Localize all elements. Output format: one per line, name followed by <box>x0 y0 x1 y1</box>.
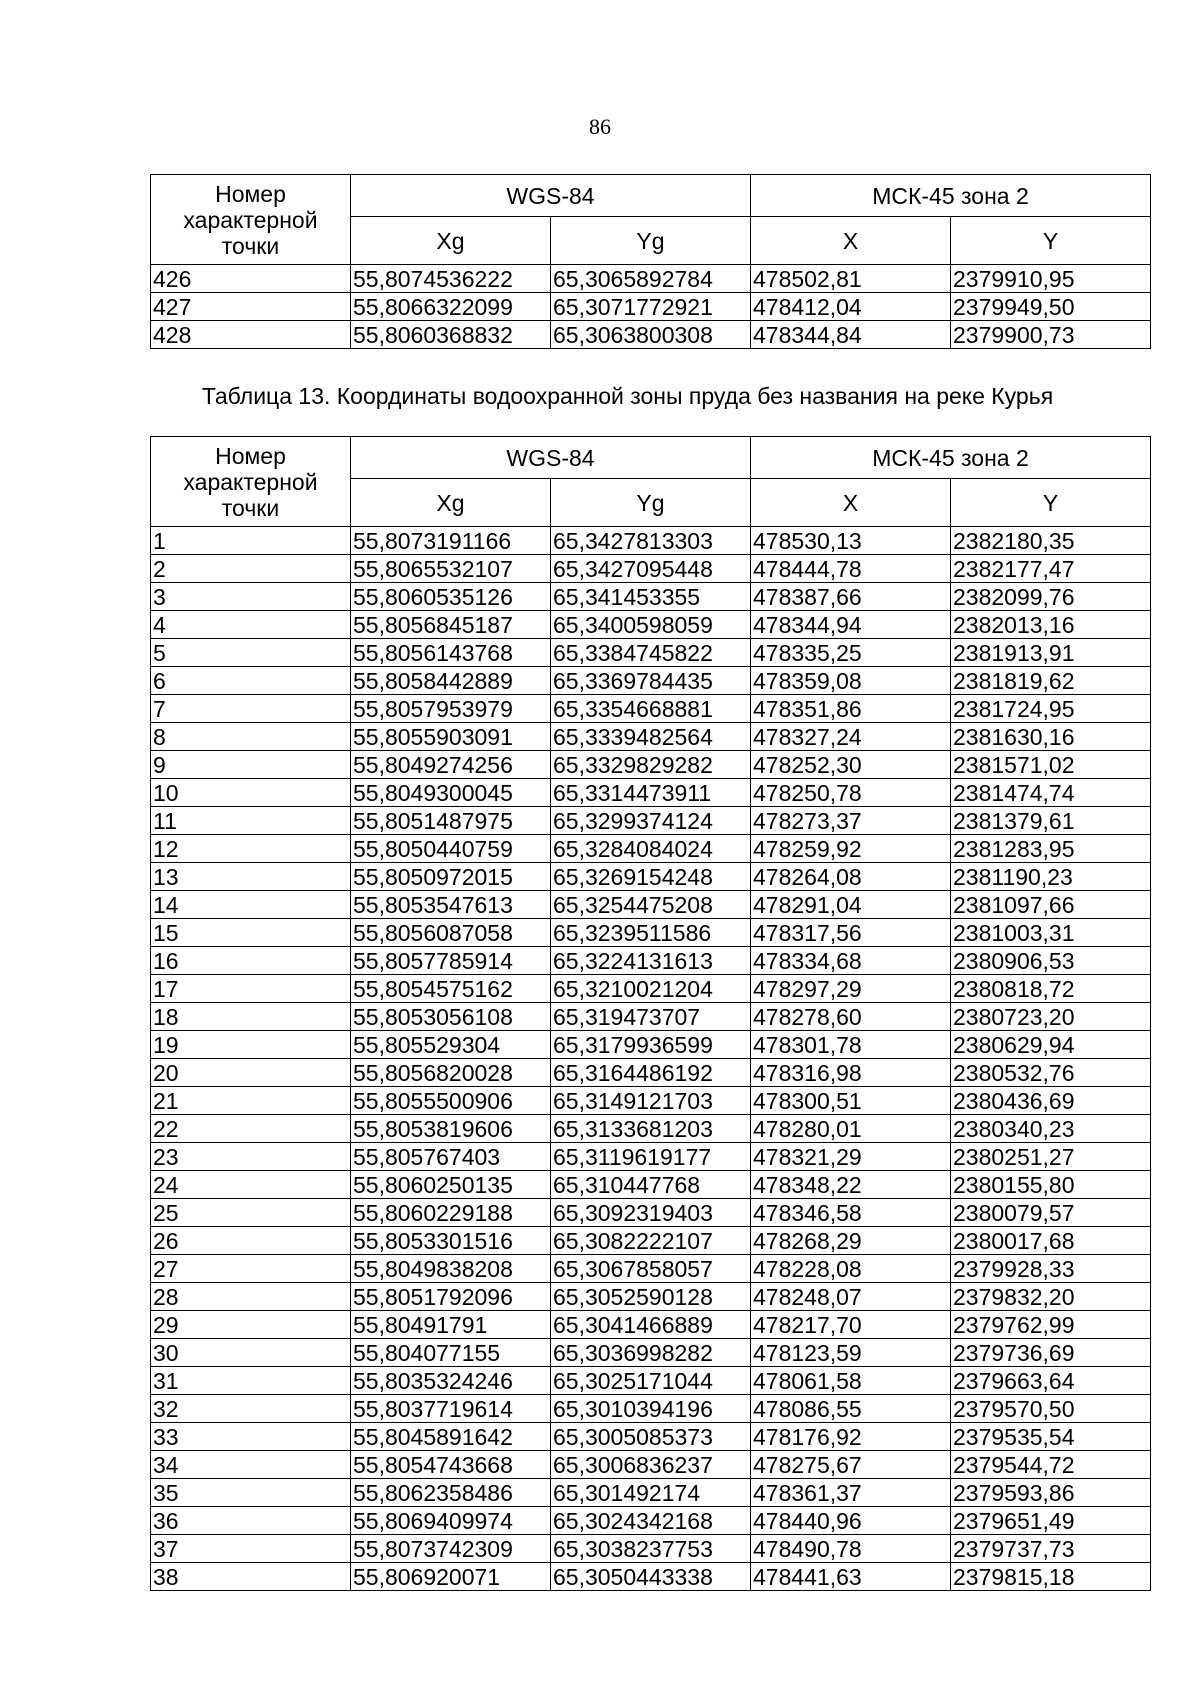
table-row <box>151 1255 1151 1283</box>
xg-cell: 55,80491791 <box>351 1311 551 1339</box>
yg-cell: 65,3224131613 <box>551 947 751 975</box>
header-msk45: МСК-45 зона 2 <box>751 175 1151 217</box>
xg-cell: 55,8066322099 <box>351 293 551 321</box>
xg-cell: 55,806920071 <box>351 1563 551 1591</box>
yg-cell: 65,301492174 <box>551 1479 751 1507</box>
table-row <box>151 1479 1151 1507</box>
xg-cell: 55,8055903091 <box>351 723 551 751</box>
x-cell: 478301,78 <box>751 1031 951 1059</box>
header-yg: Yg <box>551 217 751 265</box>
xg-cell: 55,8062358486 <box>351 1479 551 1507</box>
coordinates-table-continued <box>150 174 1151 349</box>
x-cell: 478335,25 <box>751 639 951 667</box>
yg-cell: 65,3092319403 <box>551 1199 751 1227</box>
point-number-cell: 7 <box>151 695 351 723</box>
y-cell: 2379737,73 <box>951 1535 1151 1563</box>
y-cell: 2380436,69 <box>951 1087 1151 1115</box>
point-number-cell: 426 <box>151 265 351 293</box>
point-number-cell: 31 <box>151 1367 351 1395</box>
xg-cell: 55,8051487975 <box>351 807 551 835</box>
x-cell: 478316,98 <box>751 1059 951 1087</box>
header-msk45: МСК-45 зона 2 <box>751 437 1151 479</box>
point-number-cell: 18 <box>151 1003 351 1031</box>
table-row <box>151 835 1151 863</box>
x-cell: 478440,96 <box>751 1507 951 1535</box>
yg-cell: 65,3269154248 <box>551 863 751 891</box>
point-number-cell: 11 <box>151 807 351 835</box>
y-cell: 2379910,95 <box>951 265 1151 293</box>
y-cell: 2381913,91 <box>951 639 1151 667</box>
xg-cell: 55,8057785914 <box>351 947 551 975</box>
xg-cell: 55,805529304 <box>351 1031 551 1059</box>
yg-cell: 65,3036998282 <box>551 1339 751 1367</box>
y-cell: 2380079,57 <box>951 1199 1151 1227</box>
table-row <box>151 265 1151 293</box>
xg-cell: 55,8035324246 <box>351 1367 551 1395</box>
point-number-cell: 35 <box>151 1479 351 1507</box>
table-row <box>151 919 1151 947</box>
table-row <box>151 1031 1151 1059</box>
yg-cell: 65,3384745822 <box>551 639 751 667</box>
x-cell: 478351,86 <box>751 695 951 723</box>
yg-cell: 65,3119619177 <box>551 1143 751 1171</box>
page-number: 86 <box>589 114 611 139</box>
xg-cell: 55,805767403 <box>351 1143 551 1171</box>
table-row <box>151 321 1151 349</box>
x-cell: 478061,58 <box>751 1367 951 1395</box>
yg-cell: 65,3329829282 <box>551 751 751 779</box>
yg-cell: 65,310447768 <box>551 1171 751 1199</box>
point-number-cell: 23 <box>151 1143 351 1171</box>
x-cell: 478228,08 <box>751 1255 951 1283</box>
xg-cell: 55,8049838208 <box>351 1255 551 1283</box>
point-number-cell: 19 <box>151 1031 351 1059</box>
yg-cell: 65,3082222107 <box>551 1227 751 1255</box>
point-number-cell: 20 <box>151 1059 351 1087</box>
yg-cell: 65,3354668881 <box>551 695 751 723</box>
y-cell: 2379663,64 <box>951 1367 1151 1395</box>
yg-cell: 65,3005085373 <box>551 1423 751 1451</box>
point-number-cell: 25 <box>151 1199 351 1227</box>
y-cell: 2380340,23 <box>951 1115 1151 1143</box>
table-row <box>151 667 1151 695</box>
x-cell: 478176,92 <box>751 1423 951 1451</box>
yg-cell: 65,341453355 <box>551 583 751 611</box>
table-row <box>151 779 1151 807</box>
table-row <box>151 555 1151 583</box>
y-cell: 2379544,72 <box>951 1451 1151 1479</box>
yg-cell: 65,3427095448 <box>551 555 751 583</box>
x-cell: 478321,29 <box>751 1143 951 1171</box>
point-number-cell: 32 <box>151 1395 351 1423</box>
table-row <box>151 1395 1151 1423</box>
x-cell: 478280,01 <box>751 1115 951 1143</box>
xg-cell: 55,8060229188 <box>351 1199 551 1227</box>
xg-cell: 55,8056087058 <box>351 919 551 947</box>
xg-cell: 55,8053301516 <box>351 1227 551 1255</box>
table-row <box>151 807 1151 835</box>
table-row <box>151 639 1151 667</box>
y-cell: 2380155,80 <box>951 1171 1151 1199</box>
table-row <box>151 695 1151 723</box>
header-wgs84: WGS-84 <box>351 437 751 479</box>
coordinates-table-13 <box>150 436 1151 1591</box>
point-number-cell: 15 <box>151 919 351 947</box>
y-cell: 2379535,54 <box>951 1423 1151 1451</box>
x-cell: 478334,68 <box>751 947 951 975</box>
yg-cell: 65,3050443338 <box>551 1563 751 1591</box>
point-number-cell: 17 <box>151 975 351 1003</box>
header-wgs84: WGS-84 <box>351 175 751 217</box>
x-cell: 478441,63 <box>751 1563 951 1591</box>
yg-cell: 65,3149121703 <box>551 1087 751 1115</box>
y-cell: 2381474,74 <box>951 779 1151 807</box>
xg-cell: 55,8050972015 <box>351 863 551 891</box>
table-row <box>151 1283 1151 1311</box>
x-cell: 478250,78 <box>751 779 951 807</box>
y-cell: 2380017,68 <box>951 1227 1151 1255</box>
table-row <box>151 723 1151 751</box>
xg-cell: 55,8054743668 <box>351 1451 551 1479</box>
table-row <box>151 1227 1151 1255</box>
xg-cell: 55,8053056108 <box>351 1003 551 1031</box>
y-cell: 2381630,16 <box>951 723 1151 751</box>
xg-cell: 55,8074536222 <box>351 265 551 293</box>
table-row <box>151 975 1151 1003</box>
yg-cell: 65,3254475208 <box>551 891 751 919</box>
point-number-cell: 5 <box>151 639 351 667</box>
table-row <box>151 1059 1151 1087</box>
y-cell: 2379832,20 <box>951 1283 1151 1311</box>
table-row <box>151 527 1151 555</box>
yg-cell: 65,3299374124 <box>551 807 751 835</box>
yg-cell: 65,3164486192 <box>551 1059 751 1087</box>
x-cell: 478361,37 <box>751 1479 951 1507</box>
x-cell: 478490,78 <box>751 1535 951 1563</box>
y-cell: 2379762,99 <box>951 1311 1151 1339</box>
xg-cell: 55,8060368832 <box>351 321 551 349</box>
y-cell: 2379736,69 <box>951 1339 1151 1367</box>
point-number-cell: 34 <box>151 1451 351 1479</box>
x-cell: 478344,84 <box>751 321 951 349</box>
yg-cell: 65,3052590128 <box>551 1283 751 1311</box>
point-number-cell: 16 <box>151 947 351 975</box>
point-number-cell: 21 <box>151 1087 351 1115</box>
yg-cell: 65,3063800308 <box>551 321 751 349</box>
point-number-cell: 1 <box>151 527 351 555</box>
table-row <box>151 947 1151 975</box>
table-row <box>151 891 1151 919</box>
x-cell: 478317,56 <box>751 919 951 947</box>
x-cell: 478346,58 <box>751 1199 951 1227</box>
table-row <box>151 1367 1151 1395</box>
y-cell: 2379928,33 <box>951 1255 1151 1283</box>
y-cell: 2381097,66 <box>951 891 1151 919</box>
point-number-cell: 29 <box>151 1311 351 1339</box>
x-cell: 478359,08 <box>751 667 951 695</box>
header-x: X <box>751 479 951 527</box>
x-cell: 478444,78 <box>751 555 951 583</box>
yg-cell: 65,3010394196 <box>551 1395 751 1423</box>
x-cell: 478264,08 <box>751 863 951 891</box>
x-cell: 478123,59 <box>751 1339 951 1367</box>
xg-cell: 55,8049300045 <box>351 779 551 807</box>
x-cell: 478348,22 <box>751 1171 951 1199</box>
point-number-cell: 12 <box>151 835 351 863</box>
x-cell: 478268,29 <box>751 1227 951 1255</box>
header-xg: Xg <box>351 479 551 527</box>
x-cell: 478275,67 <box>751 1451 951 1479</box>
yg-cell: 65,3284084024 <box>551 835 751 863</box>
y-cell: 2380629,94 <box>951 1031 1151 1059</box>
xg-cell: 55,804077155 <box>351 1339 551 1367</box>
xg-cell: 55,8056845187 <box>351 611 551 639</box>
table-row <box>151 1339 1151 1367</box>
point-number-cell: 2 <box>151 555 351 583</box>
header-yg: Yg <box>551 479 751 527</box>
xg-cell: 55,8050440759 <box>351 835 551 863</box>
point-number-cell: 3 <box>151 583 351 611</box>
table-row <box>151 1535 1151 1563</box>
y-cell: 2381571,02 <box>951 751 1151 779</box>
x-cell: 478278,60 <box>751 1003 951 1031</box>
point-number-cell: 22 <box>151 1115 351 1143</box>
point-number-cell: 33 <box>151 1423 351 1451</box>
yg-cell: 65,3314473911 <box>551 779 751 807</box>
table-row <box>151 1143 1151 1171</box>
y-cell: 2381190,23 <box>951 863 1151 891</box>
table-row <box>151 611 1151 639</box>
point-number-cell: 36 <box>151 1507 351 1535</box>
yg-cell: 65,3133681203 <box>551 1115 751 1143</box>
xg-cell: 55,8057953979 <box>351 695 551 723</box>
y-cell: 2379593,86 <box>951 1479 1151 1507</box>
header-xg: Xg <box>351 217 551 265</box>
xg-cell: 55,8069409974 <box>351 1507 551 1535</box>
point-number-cell: 428 <box>151 321 351 349</box>
x-cell: 478502,81 <box>751 265 951 293</box>
xg-cell: 55,8054575162 <box>351 975 551 1003</box>
point-number-cell: 30 <box>151 1339 351 1367</box>
x-cell: 478387,66 <box>751 583 951 611</box>
y-cell: 2381283,95 <box>951 835 1151 863</box>
yg-cell: 65,3179936599 <box>551 1031 751 1059</box>
y-cell: 2381003,31 <box>951 919 1151 947</box>
table-row <box>151 1199 1151 1227</box>
point-number-cell: 10 <box>151 779 351 807</box>
xg-cell: 55,8049274256 <box>351 751 551 779</box>
point-number-cell: 4 <box>151 611 351 639</box>
point-number-cell: 8 <box>151 723 351 751</box>
point-number-cell: 6 <box>151 667 351 695</box>
header-y: Y <box>951 217 1151 265</box>
y-cell: 2381724,95 <box>951 695 1151 723</box>
yg-cell: 65,319473707 <box>551 1003 751 1031</box>
xg-cell: 55,8060250135 <box>351 1171 551 1199</box>
xg-cell: 55,8056143768 <box>351 639 551 667</box>
xg-cell: 55,8058442889 <box>351 667 551 695</box>
y-cell: 2382177,47 <box>951 555 1151 583</box>
y-cell: 2380818,72 <box>951 975 1151 1003</box>
y-cell: 2379900,73 <box>951 321 1151 349</box>
y-cell: 2380251,27 <box>951 1143 1151 1171</box>
y-cell: 2382013,16 <box>951 611 1151 639</box>
point-number-cell: 27 <box>151 1255 351 1283</box>
yg-cell: 65,3065892784 <box>551 265 751 293</box>
table-body <box>151 527 1151 1591</box>
xg-cell: 55,8065532107 <box>351 555 551 583</box>
point-number-cell: 427 <box>151 293 351 321</box>
table-row <box>151 1311 1151 1339</box>
y-cell: 2382180,35 <box>951 527 1151 555</box>
point-number-cell: 38 <box>151 1563 351 1591</box>
yg-cell: 65,3427813303 <box>551 527 751 555</box>
xg-cell: 55,8056820028 <box>351 1059 551 1087</box>
y-cell: 2382099,76 <box>951 583 1151 611</box>
xg-cell: 55,8060535126 <box>351 583 551 611</box>
yg-cell: 65,3025171044 <box>551 1367 751 1395</box>
x-cell: 478344,94 <box>751 611 951 639</box>
xg-cell: 55,8045891642 <box>351 1423 551 1451</box>
yg-cell: 65,3071772921 <box>551 293 751 321</box>
x-cell: 478273,37 <box>751 807 951 835</box>
x-cell: 478248,07 <box>751 1283 951 1311</box>
table-row <box>151 751 1151 779</box>
yg-cell: 65,3006836237 <box>551 1451 751 1479</box>
table-row <box>151 293 1151 321</box>
xg-cell: 55,8053547613 <box>351 891 551 919</box>
y-cell: 2379815,18 <box>951 1563 1151 1591</box>
yg-cell: 65,3239511586 <box>551 919 751 947</box>
yg-cell: 65,3210021204 <box>551 975 751 1003</box>
xg-cell: 55,8073742309 <box>351 1535 551 1563</box>
table-row <box>151 583 1151 611</box>
yg-cell: 65,3038237753 <box>551 1535 751 1563</box>
y-cell: 2380906,53 <box>951 947 1151 975</box>
table-row <box>151 1563 1151 1591</box>
table-row <box>151 863 1151 891</box>
table-row <box>151 1003 1151 1031</box>
y-cell: 2379949,50 <box>951 293 1151 321</box>
header-y: Y <box>951 479 1151 527</box>
yg-cell: 65,3369784435 <box>551 667 751 695</box>
point-number-cell: 37 <box>151 1535 351 1563</box>
table-body <box>151 265 1151 349</box>
y-cell: 2380723,20 <box>951 1003 1151 1031</box>
x-cell: 478259,92 <box>751 835 951 863</box>
xg-cell: 55,8051792096 <box>351 1283 551 1311</box>
table-row <box>151 1087 1151 1115</box>
x-cell: 478217,70 <box>751 1311 951 1339</box>
yg-cell: 65,3339482564 <box>551 723 751 751</box>
x-cell: 478412,04 <box>751 293 951 321</box>
point-number-cell: 14 <box>151 891 351 919</box>
x-cell: 478530,13 <box>751 527 951 555</box>
table-row <box>151 1171 1151 1199</box>
yg-cell: 65,3067858057 <box>551 1255 751 1283</box>
xg-cell: 55,8053819606 <box>351 1115 551 1143</box>
xg-cell: 55,8037719614 <box>351 1395 551 1423</box>
point-number-cell: 9 <box>151 751 351 779</box>
header-x: X <box>751 217 951 265</box>
point-number-cell: 13 <box>151 863 351 891</box>
table-row <box>151 1423 1151 1451</box>
y-cell: 2381379,61 <box>951 807 1151 835</box>
point-number-cell: 24 <box>151 1171 351 1199</box>
y-cell: 2381819,62 <box>951 667 1151 695</box>
table-row <box>151 1507 1151 1535</box>
xg-cell: 55,8055500906 <box>351 1087 551 1115</box>
x-cell: 478297,29 <box>751 975 951 1003</box>
table-row <box>151 1451 1151 1479</box>
x-cell: 478300,51 <box>751 1087 951 1115</box>
xg-cell: 55,8073191166 <box>351 527 551 555</box>
x-cell: 478291,04 <box>751 891 951 919</box>
point-number-cell: 28 <box>151 1283 351 1311</box>
y-cell: 2379570,50 <box>951 1395 1151 1423</box>
yg-cell: 65,3041466889 <box>551 1311 751 1339</box>
yg-cell: 65,3400598059 <box>551 611 751 639</box>
y-cell: 2380532,76 <box>951 1059 1151 1087</box>
x-cell: 478252,30 <box>751 751 951 779</box>
x-cell: 478327,24 <box>751 723 951 751</box>
x-cell: 478086,55 <box>751 1395 951 1423</box>
header-point-number: Номер характерной точки <box>151 437 351 527</box>
table-row <box>151 1115 1151 1143</box>
yg-cell: 65,3024342168 <box>551 1507 751 1535</box>
header-point-number: Номер характерной точки <box>151 175 351 265</box>
y-cell: 2379651,49 <box>951 1507 1151 1535</box>
table-caption: Таблица 13. Координаты водоохранной зоны пруда без названия на реке Курья <box>201 383 1054 409</box>
point-number-cell: 26 <box>151 1227 351 1255</box>
